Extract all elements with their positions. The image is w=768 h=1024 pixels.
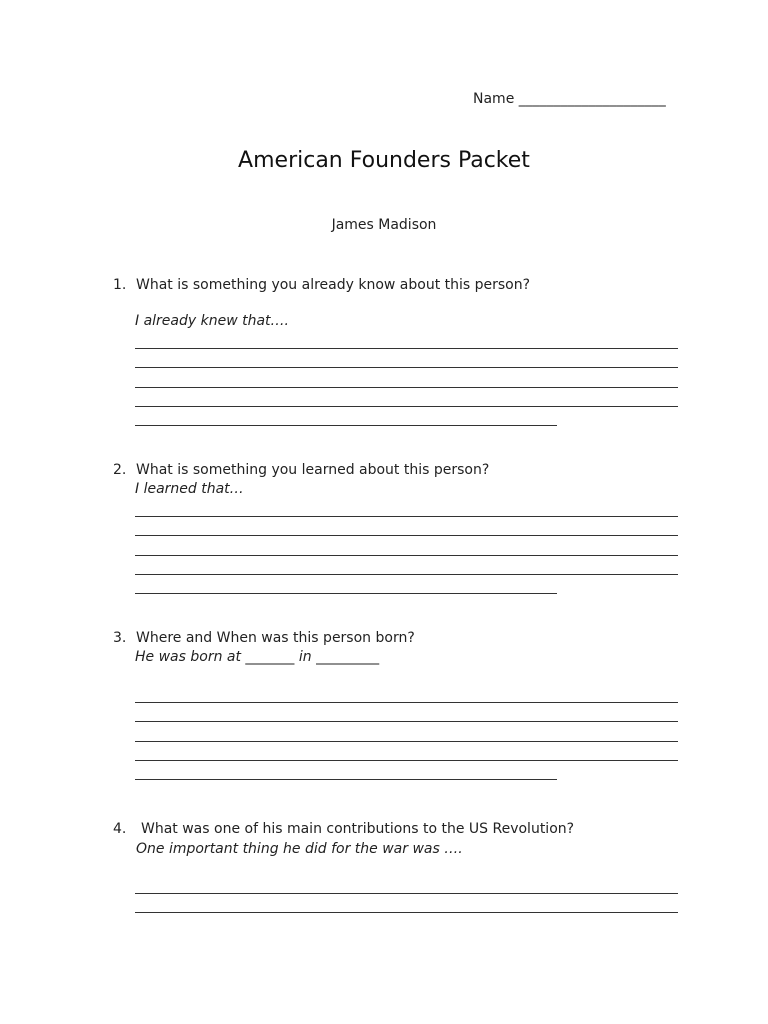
answer-line bbox=[135, 555, 678, 556]
answer-line bbox=[135, 741, 678, 742]
answer-line bbox=[135, 535, 678, 536]
answer-line bbox=[135, 425, 557, 426]
question-1-prompt: I already knew that…. bbox=[135, 313, 289, 329]
answer-line bbox=[135, 779, 557, 780]
name-field-label: Name _____________________ bbox=[473, 91, 666, 107]
question-3-number: 3. bbox=[113, 630, 127, 646]
answer-line bbox=[135, 367, 678, 368]
question-4-text: What was one of his main contributions to the US Revolution? bbox=[141, 821, 575, 837]
answer-line bbox=[135, 702, 678, 703]
question-1-number: 1. bbox=[113, 277, 127, 293]
answer-line bbox=[135, 912, 678, 913]
question-3-prompt: He was born at _______ in _________ bbox=[135, 649, 380, 665]
question-2-number: 2. bbox=[113, 462, 127, 478]
page-title: American Founders Packet bbox=[238, 148, 530, 173]
answer-line bbox=[135, 574, 678, 575]
answer-line bbox=[135, 760, 678, 761]
answer-line bbox=[135, 721, 678, 722]
subject-name: James Madison bbox=[331, 217, 437, 233]
question-4-number: 4. bbox=[113, 821, 127, 837]
question-2-text: What is something you learned about this person? bbox=[136, 462, 490, 478]
answer-line bbox=[135, 893, 678, 894]
answer-line bbox=[135, 406, 678, 407]
question-3-text: Where and When was this person born? bbox=[136, 630, 415, 646]
question-2-prompt: I learned that… bbox=[135, 481, 244, 497]
answer-line bbox=[135, 348, 678, 349]
answer-line bbox=[135, 593, 557, 594]
answer-line bbox=[135, 387, 678, 388]
question-4-prompt: One important thing he did for the war was …. bbox=[136, 841, 463, 857]
question-1-text: What is something you already know about this person? bbox=[136, 277, 531, 293]
answer-line bbox=[135, 516, 678, 517]
